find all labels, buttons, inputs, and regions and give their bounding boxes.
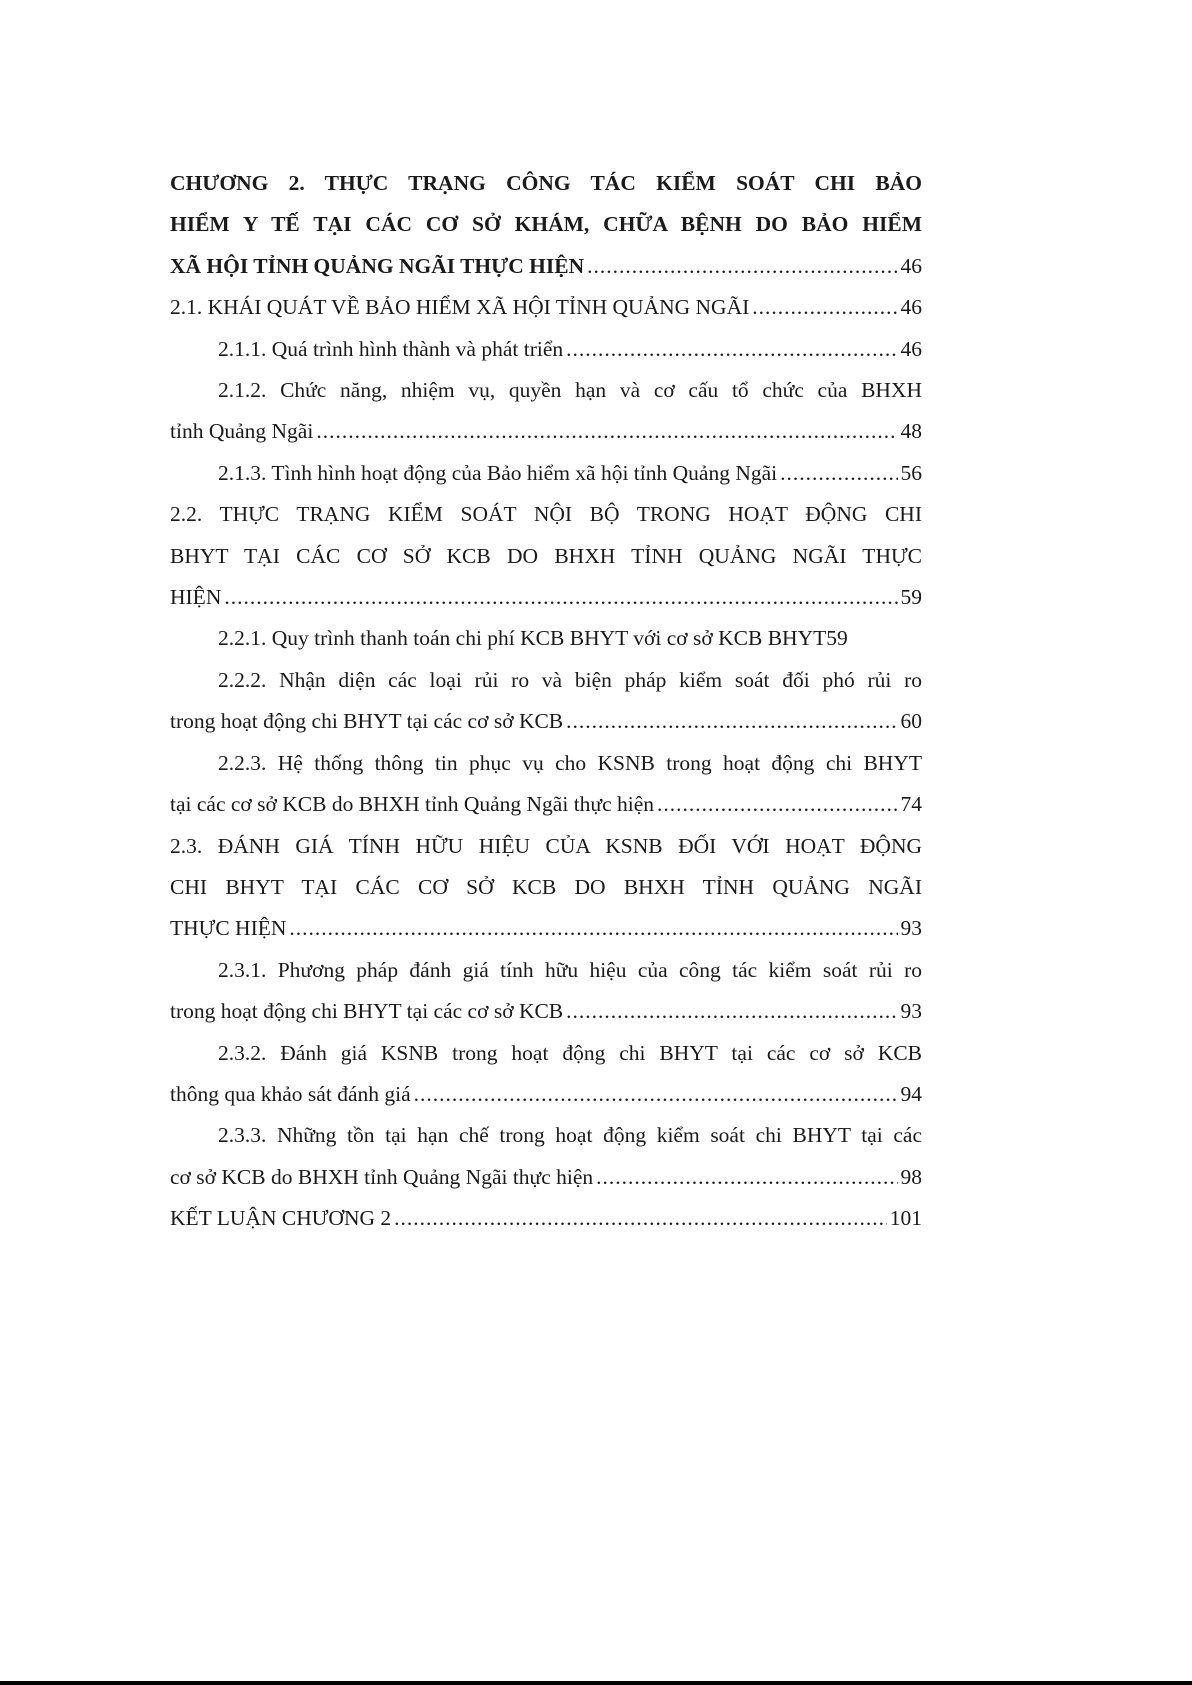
dot-leader (587, 246, 897, 287)
toc-entry-text-line: 2.3.3. Những tồn tại hạn chế trong hoạt động kiểm soát chi BHYT tại các (218, 1123, 922, 1148)
toc-entry-section-2-3-2[interactable] (170, 1033, 922, 1116)
toc-entry-text-line: cơ sở KCB do BHXH tỉnh Quảng Ngãi thực hiện (170, 1164, 594, 1189)
toc-page-number: 60 (900, 709, 922, 734)
toc-entry-text-line: BHYT TẠI CÁC CƠ SỞ KCB DO BHXH TỈNH QUẢNG NGÃI THỰC (170, 543, 922, 568)
toc-entry-section-2-3-3[interactable] (170, 1115, 922, 1198)
toc-entry-section-2-1-1[interactable] (170, 329, 922, 370)
toc-entry-section-2-2[interactable] (170, 494, 922, 618)
toc-entry-text-line: HIỂM Y TẾ TẠI CÁC CƠ SỞ KHÁM, CHỮA BỆNH DO BẢO HIỂM (170, 212, 922, 237)
page-bottom-edge (0, 1681, 1192, 1685)
toc-page-number: 59 (900, 585, 922, 610)
toc-entry-section-2-2-2[interactable] (170, 660, 922, 743)
toc-entry-text-line: 2.1.1. Quá trình hình thành và phát triển (218, 336, 564, 361)
toc-entry-text-line: 2.3.2. Đánh giá KSNB trong hoạt động chi BHYT tại các cơ sở KCB (218, 1040, 922, 1065)
toc-entry-text-line: 2.3.1. Phương pháp đánh giá tính hữu hiệu của công tác kiểm soát rủi ro (218, 957, 922, 982)
toc-entry-section-2-1-2[interactable] (170, 370, 922, 453)
dot-leader (596, 1157, 897, 1198)
toc-page-number: 56 (900, 460, 922, 485)
toc-page-number: 93 (900, 999, 922, 1024)
toc-entry-section-2-1-3[interactable] (170, 453, 922, 494)
toc-entry-text-line: CHƯƠNG 2. THỰC TRẠNG CÔNG TÁC KIỂM SOÁT CHI BẢO (170, 171, 922, 195)
toc-entry-text-line: CHI BHYT TẠI CÁC CƠ SỞ KCB DO BHXH TỈNH QUẢNG NGÃI (170, 874, 922, 899)
toc-entry-section-2-3-1[interactable] (170, 950, 922, 1033)
toc-entry-section-2-3[interactable] (170, 826, 922, 950)
toc-entry-chapter-2[interactable] (170, 163, 922, 287)
toc-entry-text-line: tỉnh Quảng Ngãi (170, 419, 314, 444)
toc-page-number: 48 (900, 419, 922, 444)
toc-page-number: 46 (900, 336, 922, 361)
dot-leader (566, 701, 897, 742)
toc-entry-text-line: 2.2.1. Quy trình thanh toán chi phí KCB BHYT với cơ sở KCB BHYT59 (218, 626, 848, 651)
toc-entry-text-line: thông qua khảo sát đánh giá (170, 1081, 411, 1106)
toc-entry-text-line: 2.1. KHÁI QUÁT VỀ BẢO HIỂM XÃ HỘI TỈNH QUẢNG NGÃI (170, 295, 750, 320)
dot-leader (780, 453, 897, 494)
dot-leader (394, 1198, 887, 1239)
toc-entry-section-2-1[interactable] (170, 287, 922, 328)
dot-leader (657, 784, 897, 825)
toc-entry-text-line: tại các cơ sở KCB do BHXH tỉnh Quảng Ngãi thực hiện (170, 792, 655, 817)
toc-page-number: 94 (900, 1081, 922, 1106)
toc-entry-text-line: 2.2. THỰC TRẠNG KIỂM SOÁT NỘI BỘ TRONG HOẠT ĐỘNG CHI (170, 502, 922, 527)
toc-entry-text-line: HIỆN (170, 585, 222, 610)
dot-leader (224, 577, 897, 618)
toc-entry-section-2-2-1[interactable] (170, 618, 922, 659)
toc-entry-text-line: 2.1.3. Tình hình hoạt động của Bảo hiểm xã hội tỉnh Quảng Ngãi (218, 460, 778, 485)
toc-entry-chapter-2-conclusion[interactable] (170, 1198, 922, 1239)
toc-entry-text-line: trong hoạt động chi BHYT tại các cơ sở KCB (170, 999, 564, 1024)
toc-page-number: 98 (900, 1164, 922, 1189)
toc-page-number: 101 (889, 1206, 922, 1231)
toc-entry-text-line: 2.2.3. Hệ thống thông tin phục vụ cho KSNB trong hoạt động chi BHYT (218, 750, 922, 775)
dot-leader (752, 287, 897, 328)
toc-entry-text-line: 2.2.2. Nhận diện các loại rủi ro và biện pháp kiểm soát đối phó rủi ro (218, 667, 922, 692)
toc-entry-text-line: XÃ HỘI TỈNH QUẢNG NGÃI THỰC HIỆN (170, 253, 585, 278)
toc-entry-text-line: 2.3. ĐÁNH GIÁ TÍNH HỮU HIỆU CỦA KSNB ĐỐI VỚI HOẠT ĐỘNG (170, 833, 922, 858)
dot-leader (289, 908, 897, 949)
dot-leader (316, 411, 897, 452)
toc-entry-section-2-2-3[interactable] (170, 743, 922, 826)
toc-entry-text-line: KẾT LUẬN CHƯƠNG 2 (170, 1206, 392, 1231)
dot-leader (414, 1074, 898, 1115)
toc-entry-text-line: 2.1.2. Chức năng, nhiệm vụ, quyền hạn và cơ cấu tổ chức của BHXH (218, 378, 922, 403)
toc-entry-text-line: trong hoạt động chi BHYT tại các cơ sở KCB (170, 709, 564, 734)
toc-page-number: 74 (900, 792, 922, 817)
dot-leader (566, 991, 897, 1032)
table-of-contents (170, 163, 922, 1240)
toc-page-number: 46 (900, 253, 922, 278)
dot-leader (566, 329, 897, 370)
toc-page-number: 93 (900, 916, 922, 941)
toc-entry-text-line: THỰC HIỆN (170, 916, 287, 941)
toc-page-number: 46 (900, 295, 922, 320)
